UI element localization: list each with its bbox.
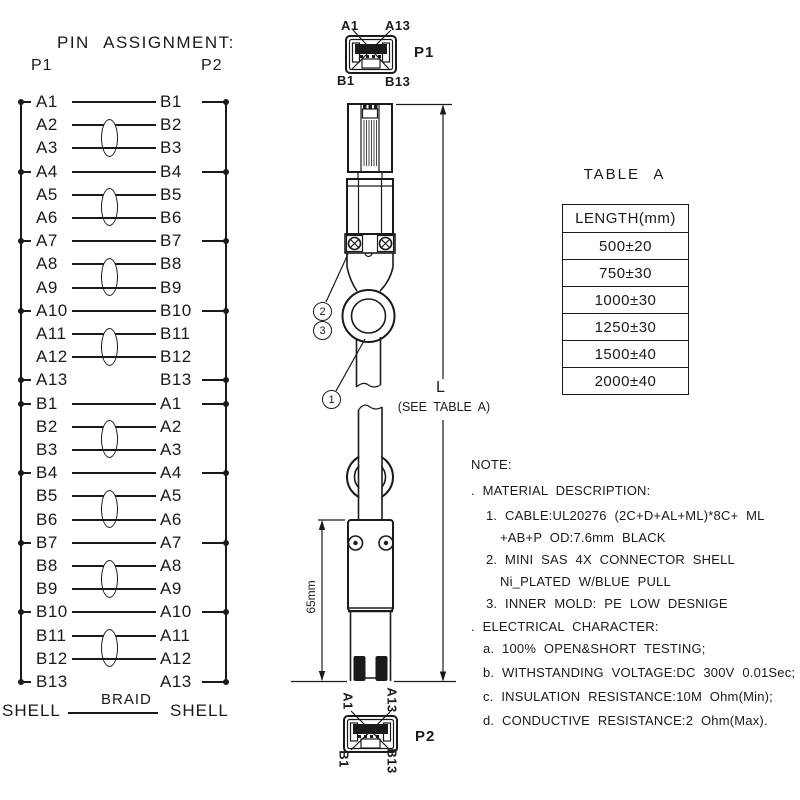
pin-label-left: A3 <box>36 138 58 158</box>
pin-label-right: B3 <box>160 138 182 158</box>
p1-pin-a1-label: A1 <box>341 18 359 33</box>
p2-pin-b13-label: B13 <box>384 748 400 774</box>
callout-balloon-3 <box>313 321 332 340</box>
pin-label-right: A10 <box>160 602 192 622</box>
shell-label-left: SHELL <box>2 701 61 720</box>
pin-label-left: B10 <box>36 602 68 622</box>
note-line: 3. INNER MOLD: PE LOW DESNIGE <box>486 596 728 611</box>
pin-label-left: B11 <box>36 625 67 645</box>
pin-label-right: B11 <box>160 324 191 343</box>
pin-label-right: B12 <box>160 347 192 367</box>
pin-label-right: B8 <box>160 254 182 274</box>
p1-connector-name: P1 <box>414 44 435 61</box>
pin-label-right: A5 <box>160 486 182 506</box>
pin-label-right: A8 <box>160 556 182 575</box>
table-a-length-value: 750±30 <box>563 259 688 286</box>
p2-connector-face-drawing <box>344 711 397 752</box>
connector-length-dimension: 65mm <box>304 580 318 614</box>
pin-label-left: A1 <box>36 92 58 111</box>
pin-label-left: A7 <box>36 231 58 251</box>
pin-label-right: B6 <box>160 208 182 227</box>
callout-1-number: 1 <box>328 393 335 406</box>
note-line: b. WITHSTANDING VOLTAGE:DC 300V 0.01Sec; <box>483 665 796 680</box>
table-a-length-value: 500±20 <box>563 232 688 259</box>
length-dimension-label: L <box>436 379 445 396</box>
note-line: d. CONDUCTIVE RESISTANCE:2 Ohm(Max). <box>483 713 768 728</box>
table-a <box>562 204 689 395</box>
note-line: NOTE: <box>471 457 512 472</box>
pin-label-right: B2 <box>160 115 182 135</box>
pin-label-right: A12 <box>160 648 192 668</box>
pin-label-right: A3 <box>160 440 182 459</box>
p2-connector-name: P2 <box>415 728 436 745</box>
pin-label-left: A5 <box>36 184 58 204</box>
callout-balloon-2 <box>313 302 332 321</box>
table-a-header: LENGTH(mm) <box>575 210 676 227</box>
pin-label-left: A12 <box>36 347 68 367</box>
pin-label-right: A7 <box>160 532 182 552</box>
pin-label-left: B6 <box>36 509 58 529</box>
pin-label-right: A2 <box>160 416 182 436</box>
pin-label-left: B8 <box>36 556 58 575</box>
shell-label-right: SHELL <box>170 701 229 720</box>
pin-label-left: B12 <box>36 648 68 668</box>
pin-label-left: B13 <box>36 672 68 691</box>
pin-label-right: B4 <box>160 161 182 181</box>
p2-pin-b1-label: B1 <box>336 750 352 768</box>
note-line: +AB+P OD:7.6mm BLACK <box>500 530 666 545</box>
table-a-length-value: 1500±40 <box>563 340 688 367</box>
pin-label-left: A9 <box>36 277 58 297</box>
p2-pin-a13-label: A13 <box>384 687 400 713</box>
pin-label-left: B2 <box>36 416 58 436</box>
pin-label-left: B1 <box>36 393 58 413</box>
pin-label-left: B5 <box>36 486 58 506</box>
pin-label-right: B5 <box>160 184 182 204</box>
p1-column-header: P1 <box>31 57 53 74</box>
pin-label-right: A4 <box>160 463 182 483</box>
pin-label-left: A10 <box>36 300 68 320</box>
pin-label-left: B9 <box>36 579 58 599</box>
pin-label-right: A9 <box>160 579 182 599</box>
callout-3-number: 3 <box>319 324 326 337</box>
note-line: c. INSULATION RESISTANCE:10M Ohm(Min); <box>483 689 773 704</box>
pin-label-left: B4 <box>36 463 58 483</box>
note-line: 2. MINI SAS 4X CONNECTOR SHELL <box>486 552 735 567</box>
p1-pin-b13-label: B13 <box>385 74 411 89</box>
callout-2-number: 2 <box>319 305 326 318</box>
table-a-length-value: 2000±40 <box>563 367 688 394</box>
see-table-a-note: (SEE TABLE A) <box>397 400 491 414</box>
p2-pin-a1-label: A1 <box>340 692 356 710</box>
pin-label-right: A1 <box>160 393 182 413</box>
p1-connector-face-drawing <box>346 30 396 73</box>
p1-pin-b1-label: B1 <box>337 73 355 88</box>
pin-label-left: A6 <box>36 208 58 227</box>
upper-connector-drawing <box>326 104 395 391</box>
p2-column-header: P2 <box>201 57 223 74</box>
callout-balloon-1 <box>322 390 341 409</box>
pin-label-left: A4 <box>36 161 58 181</box>
note-line: Ni_PLATED W/BLUE PULL <box>500 574 671 589</box>
pin-label-right: B10 <box>160 300 192 320</box>
braid-label: BRAID <box>101 691 152 708</box>
pin-label-right: B7 <box>160 231 182 251</box>
note-line: . ELECTRICAL CHARACTER: <box>471 619 659 634</box>
lower-connector-drawing <box>318 405 393 681</box>
table-a-length-value: 1000±30 <box>563 286 688 313</box>
pin-label-left: A2 <box>36 115 58 135</box>
pin-assignment-title: PIN ASSIGNMENT: <box>57 33 235 52</box>
pin-label-left: B7 <box>36 532 58 552</box>
pin-label-left: A13 <box>36 370 68 390</box>
pin-label-right: B1 <box>160 92 182 111</box>
pin-label-right: B9 <box>160 277 182 297</box>
pin-label-right: A6 <box>160 509 182 529</box>
note-line: 1. CABLE:UL20276 (2C+D+AL+ML)*8C+ ML <box>486 508 765 523</box>
table-a-length-value: 1250±30 <box>563 313 688 340</box>
pin-label-left: A11 <box>36 324 67 343</box>
pin-label-right: A13 <box>160 672 192 691</box>
p1-pin-a13-label: A13 <box>385 18 411 33</box>
table-a-title: TABLE A <box>583 166 666 183</box>
pin-label-left: B3 <box>36 440 58 459</box>
pin-label-right: A11 <box>160 625 191 645</box>
pin-label-right: B13 <box>160 370 192 390</box>
note-line: a. 100% OPEN&SHORT TESTING; <box>483 641 706 656</box>
pin-label-left: A8 <box>36 254 58 274</box>
note-line: . MATERIAL DESCRIPTION: <box>471 483 651 498</box>
